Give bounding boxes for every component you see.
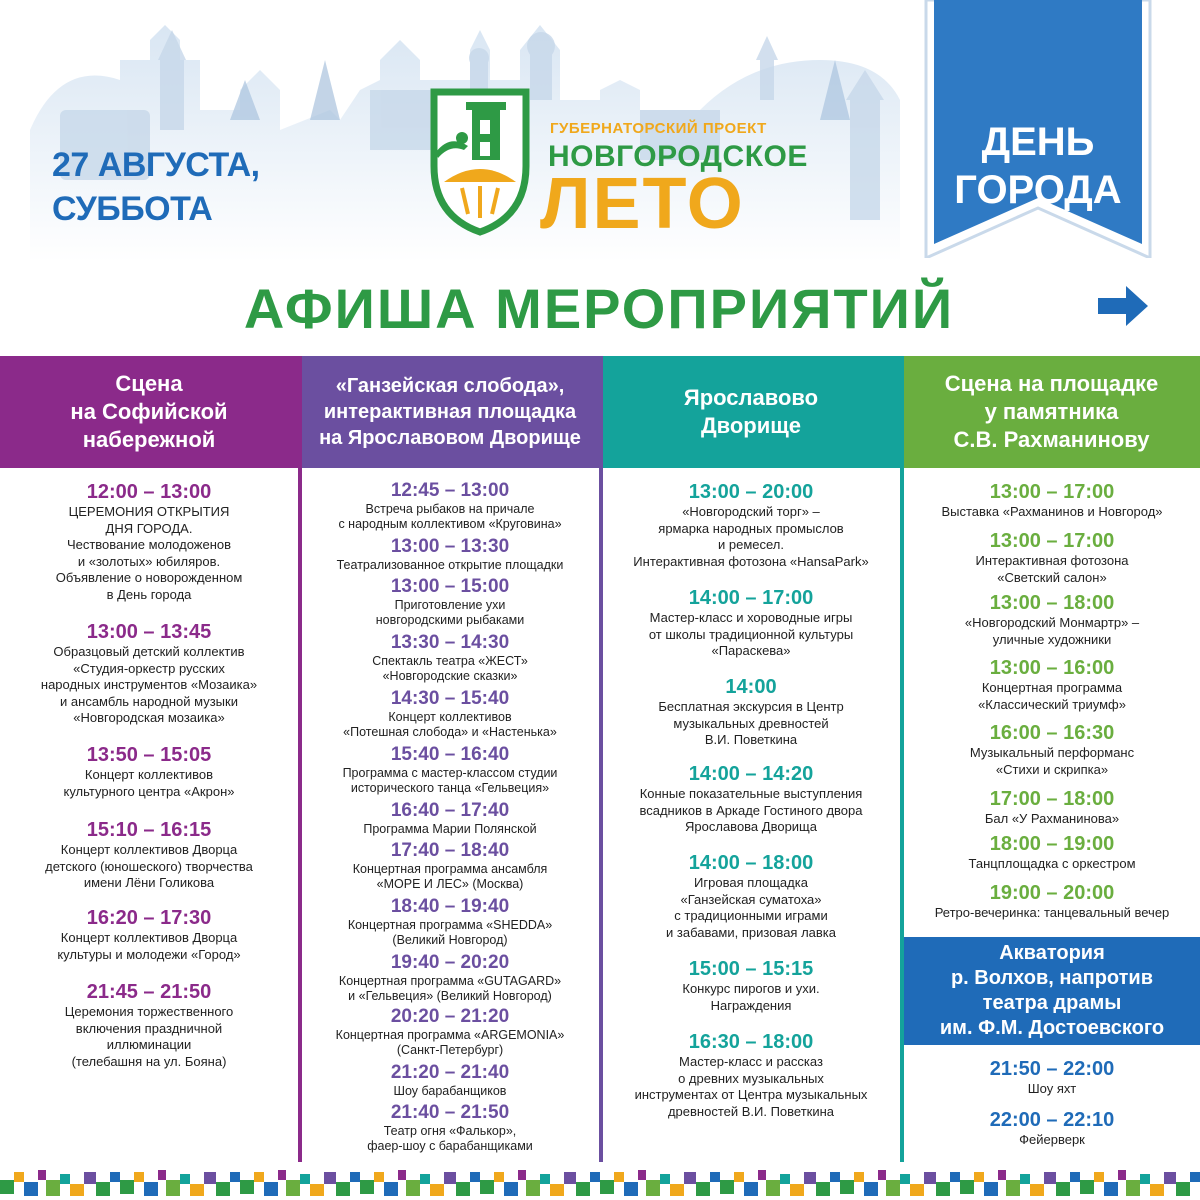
event-description: Приготовление ухи новгородскими рыбаками [375,598,525,627]
schedule-event [0,620,298,727]
event-description: Интерактивная фотозона «Светский салон» [975,553,1129,585]
event-time: 14:00 – 17:00 [688,587,814,609]
schedule-event [0,818,298,892]
schedule-column-yaroslavovo [602,356,900,1162]
event-time: 16:40 – 17:40 [390,800,510,821]
schedule-event [903,656,1200,713]
event-description: Концертная программа «SHEDDA» (Великий Новгород) [347,918,553,947]
event-time: 19:00 – 20:00 [989,882,1115,904]
column-body [602,468,900,1162]
event-description: Концертная программа ансамбля «МОРЕ И ЛЕС» (Москва) [352,862,548,891]
date-line: 27 АВГУСТА, [52,146,260,184]
header [0,0,1200,262]
event-description: «Новгородский Монмартр» – уличные художники [964,615,1140,647]
schedule-event [301,632,599,683]
event-time: 14:30 – 15:40 [390,688,510,709]
event-description: Концерт коллективов культурного центра «Акрон» [63,767,235,799]
event-description: Концерт коллективов Дворца культуры и молодежи «Город» [57,930,241,962]
event-time: 21:20 – 21:40 [390,1062,510,1083]
event-time: 13:00 – 20:00 [688,481,814,503]
logo-name: НОВГОРОДСКОЕ [548,140,808,173]
schedule-event [602,586,900,660]
city-day-line1: ДЕНЬ [981,120,1095,164]
event-description: Бесплатная экскурсия в Центр музыкальных древностей В.И. Поветкина [658,699,844,747]
event-description: Выставка «Рахманинов и Новгород» [941,504,1163,519]
event-time: 16:00 – 16:30 [989,722,1115,744]
event-description: Программа Марии Полянской [363,822,537,836]
column-divider [298,356,302,1162]
schedule-event [602,675,900,749]
event-description: Спектакль театра «ЖЕСТ» «Новгородские сказки» [372,654,528,683]
event-description: Игровая площадка «Ганзейская суматоха» с традиционными играми и забавами, призовая лавка [666,875,836,940]
event-time: 13:00 – 15:00 [390,576,510,597]
arrow-right-icon [1098,286,1148,326]
event-time: 13:00 – 16:00 [989,657,1115,679]
event-description: Мастер-класс и хороводные игры от школы традиционной культуры «Параскева» [648,610,854,658]
schedule-event [301,744,599,795]
schedule-event [301,1102,599,1153]
event-description: Церемония торжественного включения праздничной иллюминации (телебашня на ул. Бояна) [64,1004,234,1069]
logo-leto: ЛЕТО [540,164,745,244]
column-header: Сцена на площадке у памятника С.В. Рахманинову [903,356,1200,468]
event-description: Музыкальный перформанс «Стихи и скрипка» [969,745,1135,777]
event-time: 13:00 – 13:30 [390,536,510,557]
event-description: Мастер-класс и рассказ о древних музыкальных инструментах от Центра музыкальных древностей В.И. Поветкина [634,1054,868,1119]
schedule-event [903,480,1200,521]
event-time: 21:45 – 21:50 [86,981,212,1003]
schedule-event [602,762,900,836]
schedule-event [301,840,599,891]
schedule-column-rachmaninov [903,356,1200,1162]
event-description: Встреча рыбаков на причале с народным коллективом «Круговина» [338,502,562,531]
event-date [52,143,260,231]
schedule-event [0,980,298,1070]
column-divider [900,356,904,1162]
novgorod-summer-logo-icon [428,86,532,236]
schedule-event [602,1030,900,1120]
event-description: Танцплощадка с оркестром [968,856,1136,871]
schedule-event [301,952,599,1003]
event-description: Шоу яхт [1027,1081,1077,1096]
event-description: Театрализованное открытие площадки [336,558,564,572]
event-description: Театр огня «Фалькор», фаер-шоу с барабанщиками [367,1124,533,1153]
schedule-event [903,1108,1200,1149]
event-time: 22:00 – 22:10 [989,1109,1115,1131]
event-time: 17:40 – 18:40 [390,840,510,861]
weekday-line: СУББОТА [52,190,213,228]
column-header: «Ганзейская слобода», интерактивная площадка на Ярославовом Дворище [301,356,599,468]
event-time: 16:30 – 18:00 [688,1031,814,1053]
schedule-column-hanseatic [301,356,599,1162]
logo-subtitle: ГУБЕРНАТОРСКИЙ ПРОЕКТ [550,120,767,137]
schedule-event [301,480,599,531]
event-time: 18:40 – 19:40 [390,896,510,917]
schedule-event [903,832,1200,873]
city-day-line2: ГОРОДА [954,168,1122,212]
schedule-event [903,591,1200,648]
schedule-event [903,881,1200,922]
event-description: Шоу барабанщиков [393,1084,507,1098]
event-time: 21:40 – 21:50 [390,1102,510,1123]
column-body [0,468,298,1162]
event-description: Образцовый детский коллектив «Студия-оркестр русских народных инструментов «Мозаика» и ансамбль народной музыки «Новгородская мозаика» [40,644,258,725]
event-time: 21:50 – 22:00 [989,1058,1115,1080]
schedule-event [301,576,599,627]
column-header: Сцена на Софийской набережной [0,356,298,468]
event-time: 12:00 – 13:00 [86,481,212,503]
schedule-event [602,957,900,1014]
event-time: 15:00 – 15:15 [688,958,814,980]
column-header: Ярославово Дворище [602,356,900,468]
event-description: Концертная программа «Классический триумф» [978,680,1126,712]
event-description: Фейерверк [1019,1132,1085,1147]
event-time: 16:20 – 17:30 [86,907,212,929]
event-description: Концерт коллективов Дворца детского (юношеского) творчества имени Лёни Голикова [45,842,253,890]
event-time: 14:00 [725,676,777,698]
schedule-event [301,1006,599,1057]
schedule-event [0,743,298,800]
column-body [301,468,599,1162]
city-day-label [920,118,1156,214]
schedule-event [903,787,1200,828]
event-description: «Новгородский торг» – ярмарка народных промыслов и ремесел. Интерактивная фотозона «HansaPark» [633,504,869,569]
schedule-column-sofia [0,356,298,1162]
schedule-event [602,851,900,941]
schedule-event [301,536,599,573]
event-description: Бал «У Рахманинова» [984,811,1120,826]
schedule-event [903,529,1200,586]
event-description: ЦЕРЕМОНИЯ ОТКРЫТИЯ ДНЯ ГОРОДА. Чествование молодоженов и «золотых» юбиляров. Объявление о новорожденном в День города [55,504,243,602]
schedule-event [903,721,1200,778]
event-description: Концертная программа «ARGEMONIA» (Санкт-Петербург) [335,1028,565,1057]
schedule-event [903,1057,1200,1098]
schedule-event [602,480,900,570]
event-time: 12:45 – 13:00 [390,480,510,501]
column-body [903,468,1200,1162]
event-time: 15:10 – 16:15 [86,819,212,841]
column-divider [599,356,603,1162]
event-time: 17:00 – 18:00 [989,788,1115,810]
aquatoria-header: Акватория р. Волхов, напротив театра драмы им. Ф.М. Достоевского [903,937,1200,1045]
event-description: Ретро-вечеринка: танцевальный вечер [934,905,1170,920]
schedule-event [301,800,599,837]
event-time: 13:00 – 17:00 [989,481,1115,503]
event-time: 18:00 – 19:00 [989,833,1115,855]
page-title: АФИША МЕРОПРИЯТИЙ [243,277,955,340]
event-time: 13:50 – 15:05 [86,744,212,766]
schedule-event [301,688,599,739]
schedule-event [0,906,298,963]
event-description: Концертная программа «GUTAGARD» и «Гельвеция» (Великий Новгород) [338,974,562,1003]
event-description: Концерт коллективов «Потешная слобода» и «Настенька» [343,710,557,739]
event-time: 14:00 – 18:00 [688,852,814,874]
event-description: Конные показательные выступления всадников в Аркаде Гостиного двора Ярославова Дворища [639,786,863,834]
ornament-border [0,1162,1200,1200]
event-description: Программа с мастер-классом студии исторического танца «Гельвеция» [342,766,558,795]
event-time: 19:40 – 20:20 [390,952,510,973]
event-time: 14:00 – 14:20 [688,763,814,785]
event-description: Конкурс пирогов и ухи. Награждения [682,981,820,1013]
schedule-event [301,1062,599,1099]
event-time: 13:00 – 17:00 [989,530,1115,552]
event-time: 13:30 – 14:30 [390,632,510,653]
event-time: 20:20 – 21:20 [390,1006,510,1027]
schedule-event [301,896,599,947]
event-time: 13:00 – 18:00 [989,592,1115,614]
event-time: 13:00 – 13:45 [86,621,212,643]
event-time: 15:40 – 16:40 [390,744,510,765]
schedule-event [0,480,298,603]
